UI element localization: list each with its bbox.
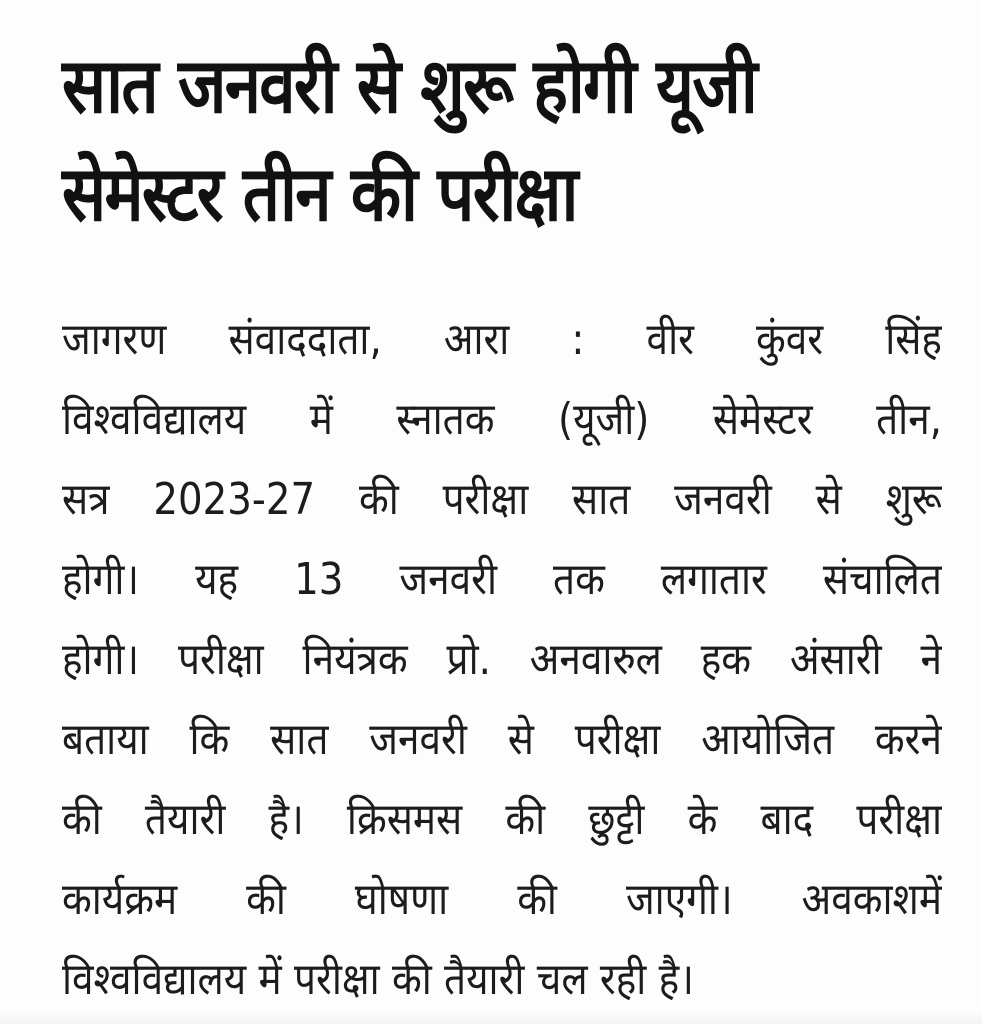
body-line: सत्र 2023-27 की परीक्षा सात जनवरी से शुरू [62, 474, 942, 525]
headline-line-2: सेमेस्टर तीन की परीक्षा [62, 149, 577, 238]
body-line: जागरण संवाददाता, आरा : वीर कुंवर सिंह [62, 314, 942, 365]
article-body [62, 300, 942, 1020]
body-line: विश्वविद्यालय में स्नातक (यूजी) सेमेस्टर तीन, [62, 394, 942, 445]
body-line: विश्वविद्यालय में परीक्षा की तैयारी चल रही है। [62, 954, 694, 1005]
clipping-bottom-edge [0, 1012, 982, 1024]
body-line: कार्यक्रम की घोषणा की जाएगी। अवकाशमें [62, 874, 942, 925]
body-line: होगी। परीक्षा नियंत्रक प्रो. अनवारुल हक अंसारी ने [62, 634, 942, 685]
body-line: होगी। यह 13 जनवरी तक लगातार संचालित [62, 554, 942, 605]
article-headline [62, 32, 819, 248]
body-line: बताया कि सात जनवरी से परीक्षा आयोजित करने [62, 714, 942, 765]
body-line: की तैयारी है। क्रिसमस की छुट्टी के बाद परीक्षा [62, 794, 942, 845]
headline-line-1: सात जनवरी से शुरू होगी यूजी [62, 41, 757, 130]
